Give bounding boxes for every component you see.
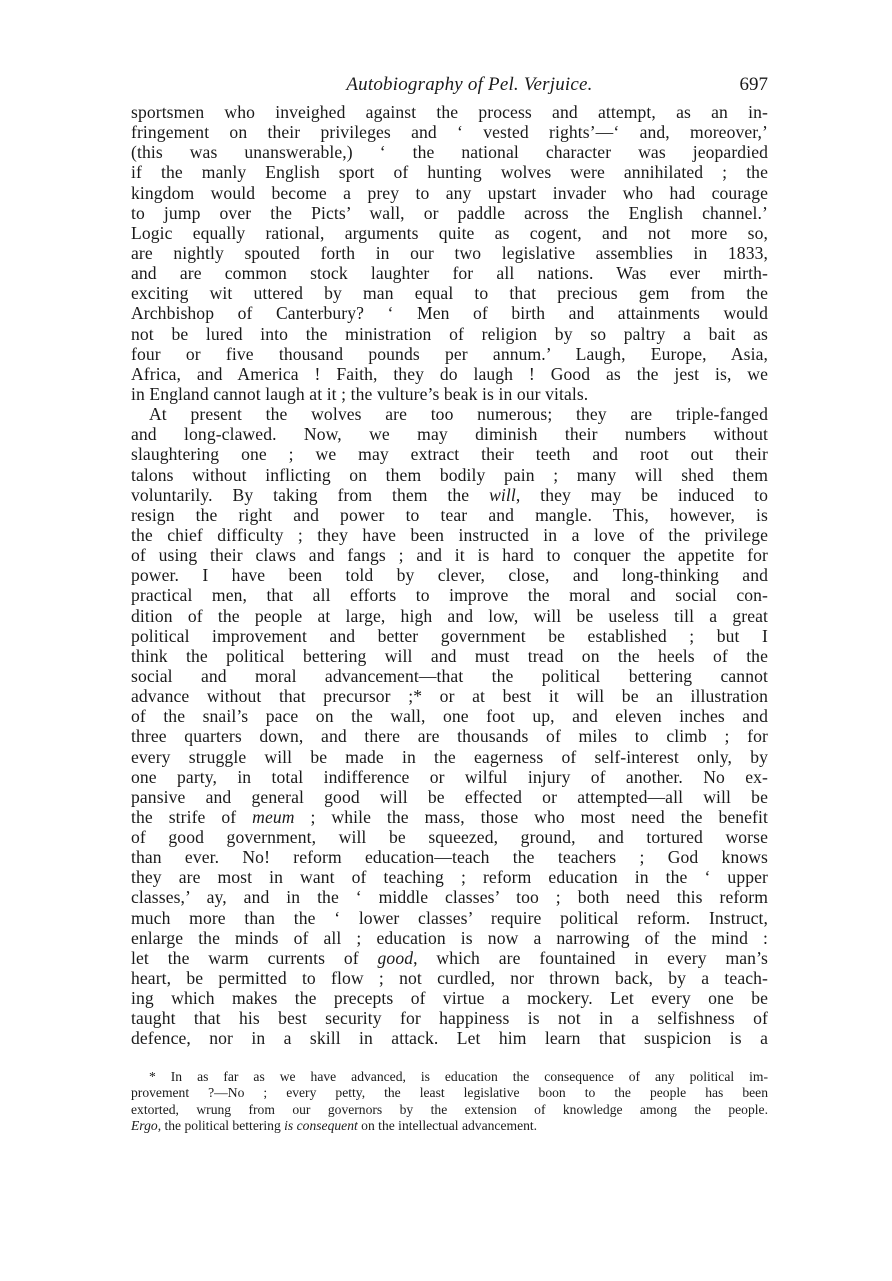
text-line: than ever. No! reform education—teach the teachers ; God knows [131, 847, 768, 868]
text-line: political improvement and better government be established ; but I [131, 625, 768, 646]
text-line: enlarge the minds of all ; education is now a narrowing of the mind : [131, 927, 768, 948]
text-line: are nightly spouted forth in our two legislative assemblies in 1833, [131, 242, 768, 263]
text-line: think the political bettering will and must tread on the heels of the [131, 645, 768, 666]
text-line: resign the right and power to tear and mangle. This, however, is [131, 504, 768, 525]
body-text [131, 102, 768, 1049]
text-line: social and moral advancement—that the political bettering cannot [131, 665, 768, 686]
book-page [131, 74, 768, 1135]
text-line: kingdom would become a prey to any upstart invader who had courage [131, 182, 768, 203]
text-line: power. I have been told by clever, close, and long-thinking and [131, 565, 768, 586]
text-line: classes,’ ay, and in the ‘ middle classes’ too ; both need this reform [131, 887, 768, 908]
text-line: the strife of meum ; while the mass, those who most need the benefit [131, 806, 768, 827]
text-line: of using their claws and fangs ; and it is hard to conquer the appetite for [131, 545, 768, 566]
text-line: pansive and general good will be effected or attempted—all will be [131, 786, 768, 807]
text-line: fringement on their privileges and ‘ vested rights’—‘ and, moreover,’ [131, 122, 768, 143]
italic-emphasis: good [377, 947, 414, 968]
text-line: ing which makes the precepts of virtue a mockery. Let every one be [131, 988, 768, 1009]
text-line: and long-clawed. Now, we may diminish their numbers without [131, 424, 768, 445]
text-line: in England cannot laugh at it ; the vulture’s beak is in our vitals. [131, 383, 589, 404]
text-line: exciting wit uttered by man equal to that precious gem from the [131, 283, 768, 304]
italic-emphasis: Ergo [131, 1118, 158, 1134]
text-line: Logic equally rational, arguments quite as cogent, and not more so, [131, 222, 768, 243]
text-line: sportsmen who inveighed against the process and attempt, as an in- [131, 102, 768, 122]
italic-emphasis: will [489, 484, 516, 505]
text-line: At present the wolves are too numerous; they are triple-fanged [149, 404, 768, 425]
text-line: let the warm currents of good, which are fountained in every man’s [131, 947, 768, 968]
text-line: advance without that precursor ;* or at best it will be an illustration [131, 686, 768, 707]
footnote-line: provement ?—No ; every petty, the least legislative boon to the people has been [131, 1085, 768, 1101]
text-line: practical men, that all efforts to improve the moral and social con- [131, 585, 768, 606]
text-line: they are most in want of teaching ; reform education in the ‘ upper [131, 867, 768, 888]
text-line: much more than the ‘ lower classes’ require political reform. Instruct, [131, 907, 768, 928]
text-line: Africa, and America ! Faith, they do laugh ! Good as the jest is, we [131, 363, 768, 384]
text-line: taught that his best security for happiness is not in a selfishness of [131, 1008, 768, 1029]
page-number: 697 [739, 74, 768, 95]
italic-emphasis: is consequent [284, 1118, 358, 1134]
text-line: three quarters down, and there are thousands of miles to climb ; for [131, 726, 768, 747]
text-line: Archbishop of Canterbury? ‘ Men of birth and attainments would [131, 303, 768, 324]
footnote-line: extorted, wrung from our governors by the extension of knowledge among the people. [131, 1101, 768, 1117]
text-line: dition of the people at large, high and low, will be useless till a great [131, 605, 768, 626]
text-line: of the snail’s pace on the wall, one foot up, and eleven inches and [131, 706, 768, 727]
text-line: and are common stock laughter for all nations. Was ever mirth- [131, 263, 768, 284]
footnote-line: * In as far as we have advanced, is education the consequence of any political im- [149, 1068, 768, 1084]
text-line: every struggle will be made in the eagerness of self-interest only, by [131, 746, 768, 767]
text-line: if the manly English sport of hunting wolves were annihilated ; the [131, 162, 768, 183]
footnote [131, 1069, 768, 1135]
text-line: talons without inflicting on them bodily pain ; many will shed them [131, 464, 768, 485]
text-line: one party, in total indifference or wilful injury of another. No ex- [131, 766, 768, 787]
text-line: (this was unanswerable,) ‘ the national character was jeopardied [131, 142, 768, 163]
text-line: voluntarily. By taking from them the will, they may be induced to [131, 484, 768, 505]
text-line: the chief difficulty ; they have been instructed in a love of the privilege [131, 524, 768, 545]
running-head [131, 74, 768, 98]
text-line: slaughtering one ; we may extract their teeth and root out their [131, 444, 768, 465]
text-line: four or five thousand pounds per annum.’ Laugh, Europe, Asia, [131, 343, 768, 364]
running-title: Autobiography of Pel. Verjuice. [346, 74, 593, 95]
text-line: heart, be permitted to flow ; not curdled, nor thrown back, by a teach- [131, 968, 768, 989]
text-line: to jump over the Picts’ wall, or paddle across the English channel.’ [131, 202, 768, 223]
text-line: not be lured into the ministration of religion by so paltry a bait as [131, 323, 768, 344]
footnote-line: Ergo, the political bettering is consequent on the intellectual advancement. [131, 1118, 538, 1134]
text-line: of good government, will be squeezed, ground, and tortured worse [131, 827, 768, 848]
italic-emphasis: meum [252, 806, 295, 827]
text-line: defence, nor in a skill in attack. Let him learn that suspicion is a [131, 1028, 768, 1049]
